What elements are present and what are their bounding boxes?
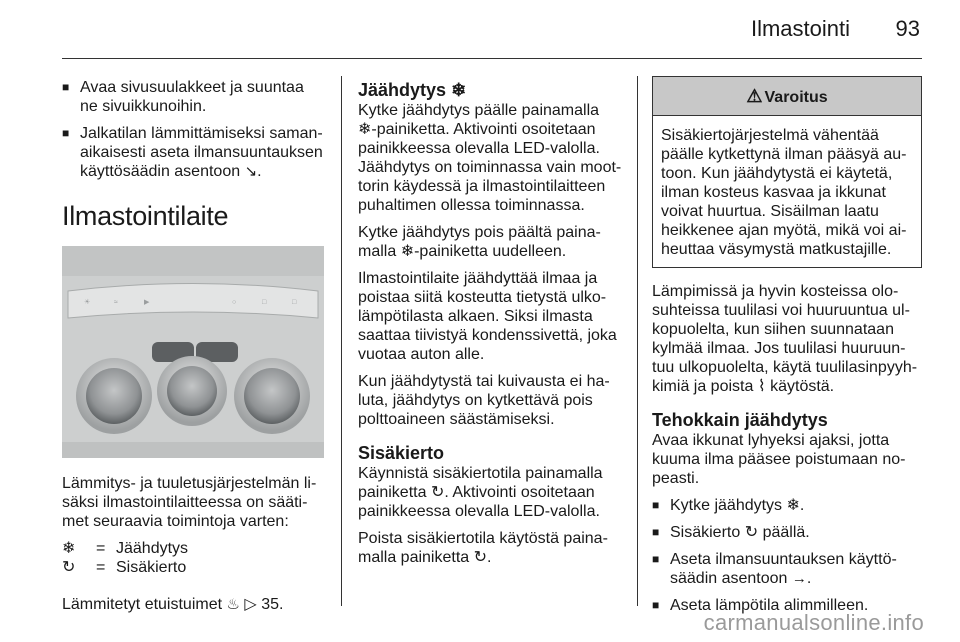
snowflake-icon: ❄	[786, 497, 800, 514]
snowflake-icon: ❄	[358, 121, 372, 138]
bullet-item: ■ Jalkatilan lämmittämiseksi saman-aikaisesti aseta ilmansuuntauksen käyttösäädin asentoon ↘.	[62, 124, 324, 181]
column-3	[652, 76, 922, 623]
recirculation-icon: ↻	[430, 484, 445, 501]
paragraph: Poista sisäkiertotila käytöstä paina-malla painiketta ↻.	[358, 530, 608, 566]
warning-triangle-icon: ⚠	[746, 86, 763, 106]
column-divider-2	[637, 76, 638, 606]
bullet-item: ■ Aseta ilmansuuntauksen käyttö-säädin asentoon →.	[652, 550, 922, 588]
bullet-item: ■ Aseta lämpötila alimmilleen.	[652, 596, 922, 615]
legend-label-recirc: Sisäkierto	[116, 559, 187, 576]
svg-text:▶: ▶	[144, 299, 150, 306]
bullet-item: ■ Avaa sivusuulakkeet ja suuntaa ne sivuikkunoihin.	[62, 78, 324, 116]
watermark: carmanualsonline.info	[703, 610, 924, 635]
paragraph: Kun jäähdytystä tai kuivausta ei ha-luta, jäähdytys on kytkettävä pois polttoaineen säästämiseksi.	[358, 373, 610, 428]
svg-text:≈: ≈	[114, 299, 118, 306]
bullet-item: ■ Sisäkierto ↻ päällä.	[652, 523, 922, 542]
column-1	[62, 78, 324, 622]
warning-box	[652, 76, 922, 268]
recirculation-icon: ↻	[62, 559, 76, 576]
wiper-icon: ⌇	[757, 378, 766, 395]
page-number: 93	[895, 16, 920, 41]
snowflake-icon: ❄	[400, 243, 415, 260]
climate-control-photo	[62, 246, 324, 458]
warning-body: Sisäkiertojärjestelmä vähentää päälle kytkettynä ilman pääsyä au-toon. Kun jäähdytystä ei käytetä, ilman kosteus kasvaa ja ikkunat voivat huurtua. Sisäilman laatu heikkenee ajan myötä, mikä voi ai-heuttaa väsymystä matkustajille.	[661, 127, 907, 258]
page-ref-arrow-icon: ▷	[244, 596, 257, 613]
snowflake-icon: ❄	[62, 540, 76, 557]
recirculation-title: Sisäkierto	[358, 443, 445, 463]
effective-cooling-title: Tehokkain jäähdytys	[652, 410, 828, 430]
paragraph: Avaa ikkunat lyhyeksi ajaksi, jotta kuuma ilma pääsee poistumaan no-peasti.	[652, 432, 906, 487]
paragraph: Käynnistä sisäkiertotila painamalla painiketta ↻. Aktivointi osoitetaan painikkeessa olevalla LED-valolla.	[358, 465, 603, 520]
svg-text:□: □	[292, 299, 297, 306]
page-header-title: Ilmastointi	[750, 16, 850, 41]
seat-heating-icon: ♨	[226, 596, 240, 613]
recirculation-icon: ↻	[473, 549, 488, 566]
header-rule	[62, 58, 922, 59]
control-panel-illustration	[62, 246, 324, 458]
bullet-item: ■ Kytke jäähdytys ❄.	[652, 496, 922, 515]
column-2	[358, 80, 622, 575]
paragraph: Lämpimissä ja hyvin kosteissa olo-suhteissa tuulilasi voi huuruuntua ul-kopuolelta, kun siihen suunnataan kylmää ilmaa. Jos tuulilasi huuruun-tuu ulkopuolelta, käytä tuulilasinpyyh-kimiä ja poista ⌇ käytöstä.	[652, 283, 918, 395]
caption: Lämmitys- ja tuuletusjärjestelmän li-säksi ilmastointilaitteessa on sääti-met seuraavia toimintoja varten:	[62, 475, 317, 530]
face-vent-icon: →	[791, 570, 807, 587]
section-title: Ilmastointilaite	[62, 201, 229, 231]
snowflake-icon: ❄	[451, 80, 467, 100]
recirculation-icon: ↻	[744, 524, 759, 541]
svg-text:□: □	[262, 299, 267, 306]
svg-text:☀: ☀	[84, 299, 91, 306]
cooling-title: Jäähdytys ❄	[358, 80, 467, 100]
symbol-legend: ❄ = Jäähdytys ↻ = Sisäkierto	[62, 539, 324, 577]
svg-text:○: ○	[232, 299, 237, 306]
floor-vent-icon: ↘	[244, 163, 258, 180]
column-divider-1	[341, 76, 342, 606]
warning-header: ⚠ Varoitus	[653, 77, 921, 116]
seat-heating-reference: Lämmitetyt etuistuimet ♨ ▷ 35.	[62, 596, 284, 613]
legend-label-cooling: Jäähdytys	[116, 540, 189, 557]
paragraph: Ilmastointilaite jäähdyttää ilmaa ja poistaa siitä kosteutta tietystä ulko-lämpötilasta alkaen. Siksi ilmasta saattaa tiivistyä kondenssivettä, joka vuotaa auton alle.	[358, 270, 617, 363]
paragraph: Kytke jäähdytys päälle painamalla ❄-painiketta. Aktivointi osoitetaan painikkeessa olevalla LED-valolla. Jäähdytys on toiminnassa vain moot-torin käydessä ja ilmastointilaitteen puhaltimen ollessa toiminnassa.	[358, 102, 622, 214]
paragraph: Kytke jäähdytys pois päältä paina-malla ❄-painiketta uudelleen.	[358, 224, 601, 260]
